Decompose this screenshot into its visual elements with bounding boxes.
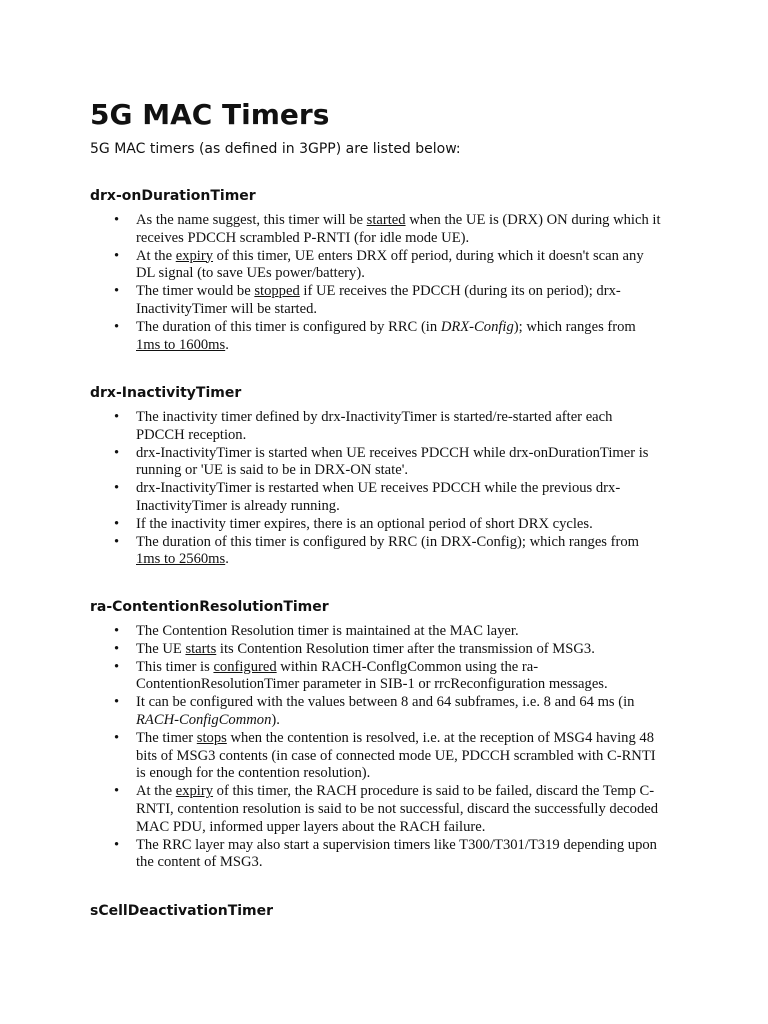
item-line: drx-InactivityTimer is restarted when UE receives PDCCH while the previous drx- [136, 480, 621, 497]
item-line: bits of MSG3 contents (in case of connected mode UE, PDCCH scrambled with C-RNTI [136, 747, 656, 764]
list-item [90, 730, 690, 783]
bullet-icon: • [114, 515, 120, 532]
item-line: At the expiry of this timer, UE enters DRX off period, during which it doesn't scan any [136, 247, 644, 264]
bullet-icon: • [114, 318, 120, 335]
bullet-list-drx-onduration [90, 212, 690, 354]
list-item [90, 783, 690, 836]
item-line: RNTI, contention resolution is said to be not successful, discard the successfully decoded [136, 800, 659, 817]
item-line: 1ms to 2560ms. [136, 551, 229, 568]
list-item [90, 319, 690, 355]
bullet-icon: • [114, 783, 120, 800]
bullet-icon: • [114, 247, 120, 264]
list-item [90, 516, 690, 534]
bullet-icon: • [114, 658, 120, 675]
item-line: The RRC layer may also start a supervision timers like T300/T301/T319 depending upon [136, 836, 657, 853]
section-heading-scell-deactivation: sCellDeactivationTimer [90, 903, 274, 919]
list-item [90, 409, 690, 445]
item-line: drx-InactivityTimer is started when UE receives PDCCH while drx-onDurationTimer is [136, 444, 649, 461]
item-line: The timer stops when the contention is resolved, i.e. at the reception of MSG4 having 48 [136, 729, 654, 746]
list-item [90, 694, 690, 730]
item-line: MAC PDU, informed upper layers about the RACH failure. [136, 818, 486, 835]
bullet-icon: • [114, 640, 120, 657]
item-line: The UE starts its Contention Resolution timer after the transmission of MSG3. [136, 640, 595, 657]
item-line: receives PDCCH scrambled P-RNTI (for idle mode UE). [136, 229, 470, 246]
list-item [90, 641, 690, 659]
item-line: This timer is configured within RACH-ConflgCommon using the ra- [136, 658, 539, 675]
list-item [90, 623, 690, 641]
item-line: is enough for the contention resolution). [136, 765, 371, 782]
bullet-icon: • [114, 444, 120, 461]
bullet-icon: • [114, 623, 120, 639]
item-line: InactivityTimer will be started. [136, 300, 318, 317]
item-line: PDCCH reception. [136, 426, 247, 443]
list-item [90, 283, 690, 319]
list-item [90, 534, 690, 570]
bullet-icon: • [114, 836, 120, 853]
item-line: RACH-ConfigCommon). [136, 711, 280, 728]
item-line: The duration of this timer is configured by RRC (in DRX-Config); which ranges from [136, 318, 636, 335]
item-line: At the expiry of this timer, the RACH procedure is said to be failed, discard the Temp C- [136, 783, 655, 800]
list-item [90, 837, 690, 873]
item-line: The inactivity timer defined by drx-InactivityTimer is started/re-started after each [136, 409, 613, 425]
section-heading-drx-inactivity: drx-InactivityTimer [90, 385, 242, 401]
item-line: The duration of this timer is configured by RRC (in DRX-Config); which ranges from [136, 533, 639, 550]
list-item [90, 659, 690, 695]
item-line: The Contention Resolution timer is maintained at the MAC layer. [136, 623, 519, 639]
item-line: As the name suggest, this timer will be started when the UE is (DRX) ON during which it [136, 212, 661, 228]
bullet-list-ra-contention-resolution [90, 623, 690, 872]
item-line: DL signal (to save UEs power/battery). [136, 265, 365, 282]
item-line: ContentionResolutionTimer parameter in SIB-1 or rrcReconfiguration messages. [136, 676, 608, 693]
list-item [90, 445, 690, 481]
bullet-icon: • [114, 533, 120, 550]
item-line: If the inactivity timer expires, there is an optional period of short DRX cycles. [136, 515, 593, 532]
list-item [90, 212, 690, 248]
bullet-icon: • [114, 480, 120, 497]
intro-text: 5G MAC timers (as defined in 3GPP) are listed below: [90, 141, 461, 157]
item-line: It can be configured with the values between 8 and 64 subframes, i.e. 8 and 64 ms (in [136, 694, 635, 711]
page-title: 5G MAC Timers [90, 98, 330, 131]
item-line: the content of MSG3. [136, 854, 263, 871]
item-line: The timer would be stopped if UE receives the PDCCH (during its on period); drx- [136, 283, 621, 300]
bullet-icon: • [114, 694, 120, 711]
bullet-icon: • [114, 409, 120, 425]
section-heading-drx-onduration: drx-onDurationTimer [90, 188, 256, 204]
section-heading-ra-contention-resolution: ra-ContentionResolutionTimer [90, 599, 329, 615]
item-line: InactivityTimer is already running. [136, 497, 340, 514]
item-line: running or 'UE is said to be in DRX-ON state'. [136, 462, 408, 479]
list-item [90, 248, 690, 284]
bullet-icon: • [114, 283, 120, 300]
list-item [90, 480, 690, 516]
item-line: 1ms to 1600ms. [136, 336, 229, 353]
bullet-icon: • [114, 729, 120, 746]
bullet-list-drx-inactivity [90, 409, 690, 569]
bullet-icon: • [114, 212, 120, 228]
